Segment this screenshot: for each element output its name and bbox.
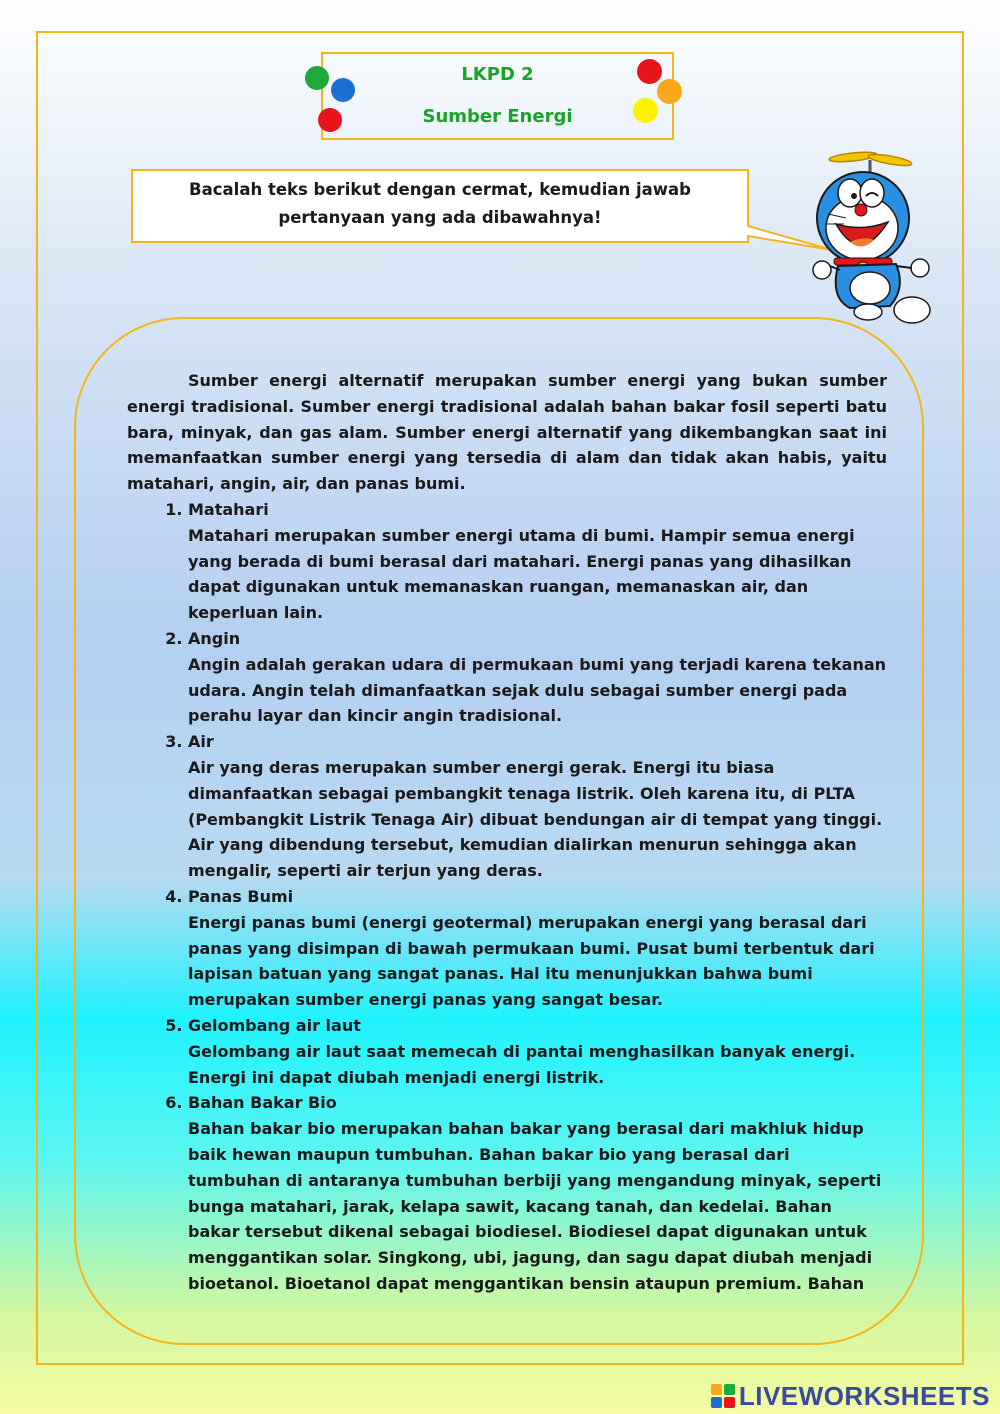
list-item-body: Angin adalah gerakan udara di permukaan bumi yang terjadi karena tekanan udara. Angin telah dimanfaatkan sejak dulu sebagai sumber energi pada perahu layar dan kincir angin tradisional.: [188, 654, 887, 726]
energy-source-list: [127, 497, 887, 1297]
list-item: [188, 626, 887, 729]
liveworksheets-watermark: [711, 1382, 990, 1410]
watermark-text: LIVEWORKSHEETS: [738, 1380, 990, 1411]
list-item: [188, 1090, 887, 1296]
list-item: [188, 729, 887, 884]
list-item-title: 3. Air: [188, 732, 214, 752]
list-item-title: 1. Matahari: [188, 499, 269, 519]
list-item: [188, 497, 887, 626]
list-item-title: 2. Angin: [188, 628, 241, 648]
liveworksheets-logo-icon: [711, 1384, 735, 1408]
list-item-body: Air yang deras merupakan sumber energi gerak. Energi itu biasa dimanfaatkan sebagai pembangkit tenaga listrik. Oleh karena itu, di PLTA (Pembangkit Listrik Tenaga Air) dibuat bendungan air di tempat yang tinggi. Air yang dibendung tersebut, kemudian dialirkan menurun sehingga akan mengalir, seperti air terjun yang deras.: [188, 757, 883, 881]
reading-text: [127, 368, 887, 1297]
intro-paragraph: Sumber energi alternatif merupakan sumber energi yang bukan sumber energi tradisional. Sumber energi tradisional adalah bahan bakar fosil seperti batu bara, minyak, dan gas alam. Sumber energi alternatif yang dikembangkan saat ini memanfaatkan sumber energi yang tersedia di alam dan tidak akan habis, yaitu matahari, angin, air, dan panas bumi.: [127, 371, 887, 494]
list-item-title: 4. Panas Bumi: [188, 886, 294, 906]
worksheet-label: LKPD 2: [461, 64, 534, 85]
list-item-body: Energi panas bumi (energi geotermal) merupakan energi yang berasal dari panas yang disimpan di bawah permukaan bumi. Pusat bumi terbentuk dari lapisan batuan yang sangat panas. Hal itu menunjukkan bahwa bumi merupakan sumber energi panas yang sangat besar.: [188, 912, 875, 1010]
list-item: [188, 1013, 887, 1090]
doraemon-character-icon: [808, 148, 938, 328]
worksheet-topic: Sumber Energi: [422, 106, 573, 127]
instruction-text: Bacalah teks berikut dengan cermat, kemudian jawab pertanyaan yang ada dibawahnya!: [189, 180, 691, 227]
list-item-body: Gelombang air laut saat memecah di pantai menghasilkan banyak energi. Energi ini dapat diubah menjadi energi listrik.: [188, 1041, 856, 1087]
list-item-body: Bahan bakar bio merupakan bahan bakar yang berasal dari makhluk hidup baik hewan maupun tumbuhan. Bahan bakar bio yang berasal dari tumbuhan di antaranya tumbuhan berbiji yang mengandung minyak, seperti bunga matahari, jarak, kelapa sawit, kacang tanah, dan kedelai. Bahan bakar tersebut dikenal sebagai biodiesel. Biodiesel dapat digunakan untuk menggantikan solar. Singkong, ubi, jagung, dan sagu dapat diubah menjadi bioetanol. Bioetanol dapat menggantikan bensin ataupun premium. Bahan: [188, 1119, 882, 1293]
list-item-title: 6. Bahan Bakar Bio: [188, 1093, 337, 1113]
list-item-title: 5. Gelombang air laut: [188, 1015, 361, 1035]
list-item: [188, 884, 887, 1013]
list-item-body: Matahari merupakan sumber energi utama di bumi. Hampir semua energi yang berada di bumi berasal dari matahari. Energi panas yang dihasilkan dapat digunakan untuk memanaskan ruangan, memanaskan air, dan keperluan lain.: [188, 525, 855, 623]
